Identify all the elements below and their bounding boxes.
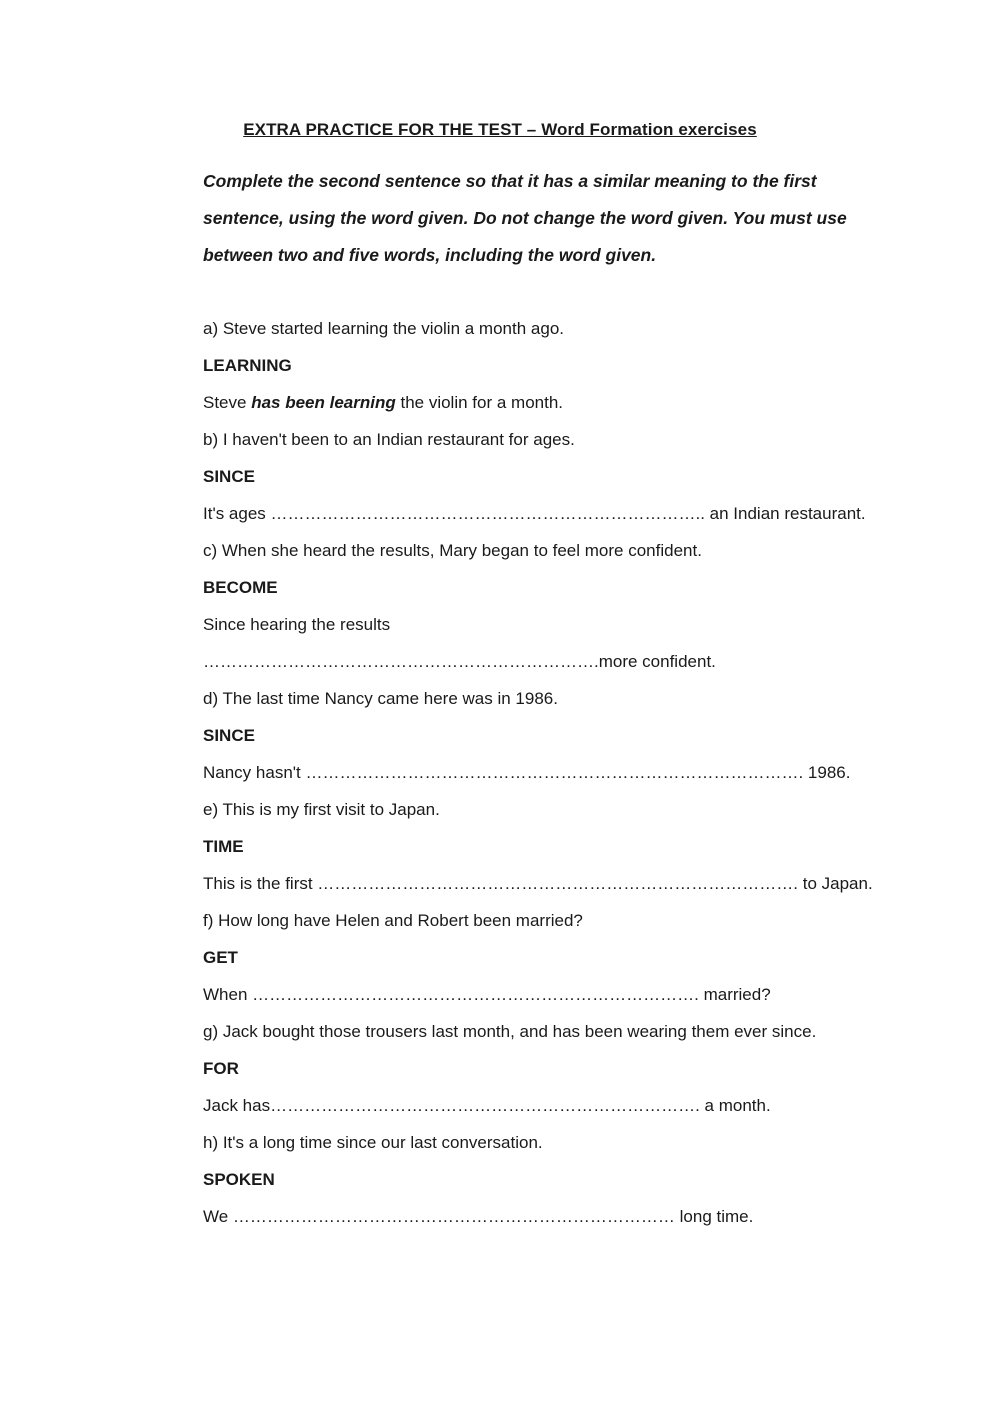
exercise-h-keyword: SPOKEN: [203, 1170, 275, 1189]
exercise-h-answer-line: We …………………………………………………………………… long time.: [203, 1207, 754, 1226]
exercise-e-sentence: e) This is my first visit to Japan.: [203, 800, 440, 819]
exercise-b-sentence: b) I haven't been to an Indian restaurant for ages.: [203, 430, 575, 449]
exercise-a-answer-line: [203, 384, 863, 421]
exercise-f-keyword: GET: [203, 948, 238, 967]
exercise-b-keyword: SINCE: [203, 467, 255, 486]
exercise-d-keyword: SINCE: [203, 726, 255, 745]
instructions: Complete the second sentence so that it has a similar meaning to the first sentence, using the word given. Do not change the word given. You must use between two and five words, including the word given.: [203, 171, 847, 265]
exercise-g-answer-line: Jack has…………………………………………………………………. a month.: [203, 1096, 771, 1115]
exercise-a-answer: has been learning: [251, 393, 396, 412]
exercise-a-answer-suffix: the violin for a month.: [395, 393, 564, 412]
exercise-f-sentence: f) How long have Helen and Robert been married?: [203, 911, 583, 930]
exercise-g-sentence: g) Jack bought those trousers last month, and has been wearing them ever since.: [203, 1022, 817, 1041]
exercise-d-sentence: d) The last time Nancy came here was in 1986.: [203, 689, 558, 708]
exercise-h-sentence: h) It's a long time since our last conversation.: [203, 1133, 543, 1152]
exercise-e-answer-line: This is the first …………………………………………………………………………. to Japan.: [203, 874, 873, 893]
exercise-a-sentence: a) Steve started learning the violin a month ago.: [203, 319, 564, 338]
exercise-b-answer-line: It's ages ………………………………………………………………….. an Indian restaurant.: [203, 504, 866, 523]
worksheet-title: EXTRA PRACTICE FOR THE TEST – Word Formation exercises: [243, 120, 757, 139]
exercise-f-answer-line: When ……………………………………………………………………. married?: [203, 985, 771, 1004]
exercise-d-answer-line: Nancy hasn't ……………………………………………………………………………. 1986.: [203, 763, 851, 782]
exercise-e-keyword: TIME: [203, 837, 244, 856]
exercise-c-keyword: BECOME: [203, 578, 278, 597]
exercise-c-sentence: c) When she heard the results, Mary began to feel more confident.: [203, 541, 702, 560]
exercise-a-answer-prefix: Steve: [203, 393, 252, 412]
exercise-list: [203, 310, 873, 1235]
exercise-a-keyword: LEARNING: [203, 356, 292, 375]
exercise-c-answer-line: Since hearing the results …………………………………………………………….more confident.: [203, 615, 716, 671]
exercise-g-keyword: FOR: [203, 1059, 239, 1078]
